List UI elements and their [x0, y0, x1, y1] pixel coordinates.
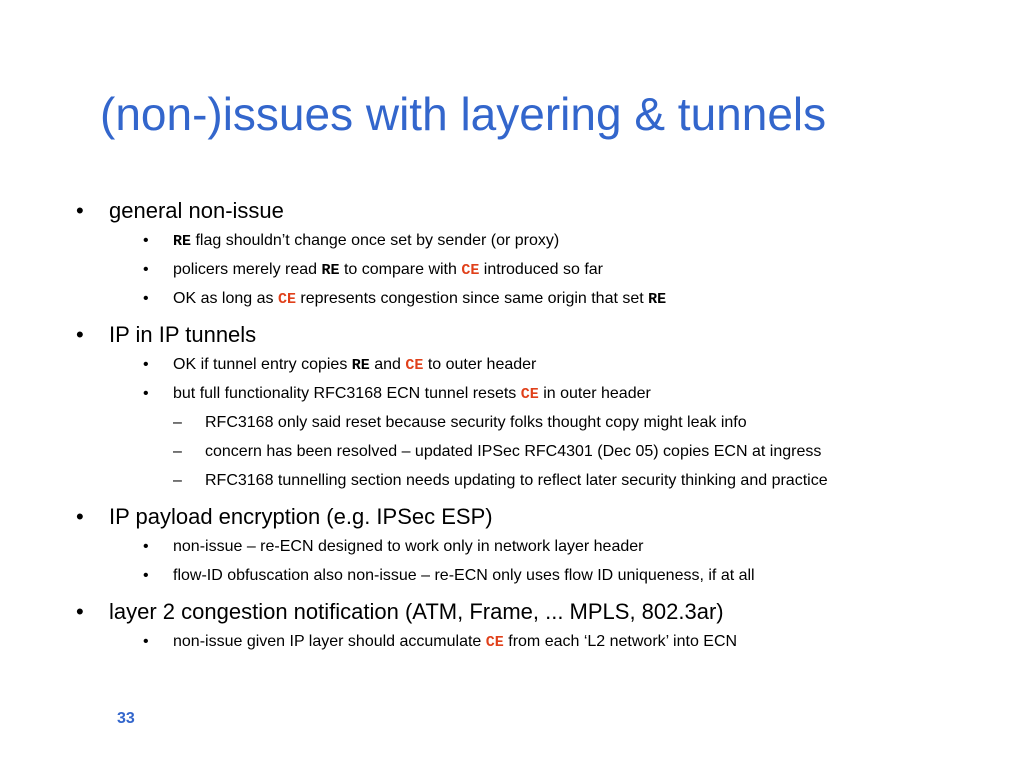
bullet-marker: • [143, 538, 149, 555]
re-code: RE [648, 291, 667, 308]
dash-marker: – [173, 443, 182, 460]
bullet-marker: • [143, 633, 149, 650]
re-code: RE [351, 357, 370, 374]
bullet-text [173, 538, 643, 556]
ce-code: CE [405, 357, 424, 374]
text-segment: flag shouldn’t change once set by sender (or proxy) [191, 232, 560, 249]
bullet-marker: • [76, 504, 84, 529]
bullet-text [173, 633, 737, 651]
text-segment: and [369, 356, 406, 373]
text-segment: flow-ID obfuscation also non-issue – re-ECN only uses flow ID uniqueness, if at all [173, 567, 755, 584]
text-segment: policers merely read [173, 261, 322, 278]
page-number: 33 [117, 710, 135, 727]
bullet-marker: • [76, 599, 84, 624]
text-segment: RFC3168 only said reset because security folks thought copy might leak info [205, 414, 747, 431]
text-segment: represents congestion since same origin that set [295, 290, 649, 307]
bullet-marker: • [143, 290, 149, 307]
re-code: RE [321, 262, 340, 279]
bullet-marker: • [143, 356, 149, 373]
text-segment: in outer header [538, 385, 651, 402]
dash-marker: – [173, 414, 182, 431]
bullet-text [173, 385, 651, 403]
ce-code: CE [520, 386, 539, 403]
slide-title: (non-)issues with layering & tunnels [100, 88, 827, 140]
text-segment: OK if tunnel entry copies [173, 356, 352, 373]
ce-code: CE [277, 291, 296, 308]
bullet-text [205, 443, 821, 461]
text-segment: layer 2 congestion notification (ATM, Frame, ... MPLS, 802.3ar) [109, 599, 724, 624]
bullet-text [173, 261, 603, 279]
text-segment: general non-issue [109, 198, 284, 223]
bullet-text [109, 504, 493, 530]
bullet-text [109, 599, 724, 625]
text-segment: to outer header [423, 356, 537, 373]
bullet-text [173, 567, 755, 585]
bullet-text [109, 198, 284, 224]
text-segment: non-issue given IP layer should accumulate [173, 633, 486, 650]
text-segment: concern has been resolved – updated IPSec RFC4301 (Dec 05) copies ECN at ingress [205, 443, 822, 460]
bullet-text [173, 290, 666, 308]
text-segment: OK as long as [173, 290, 278, 307]
text-segment: to compare with [339, 261, 462, 278]
text-segment: introduced so far [479, 261, 603, 278]
bullet-text [173, 232, 559, 250]
text-segment: RFC3168 tunnelling section needs updating to reflect later security thinking and practice [205, 472, 828, 489]
text-segment: IP in IP tunnels [109, 322, 257, 347]
bullet-marker: • [143, 385, 149, 402]
bullet-marker: • [143, 261, 149, 278]
text-segment: IP payload encryption (e.g. IPSec ESP) [109, 504, 493, 529]
text-segment: but full functionality RFC3168 ECN tunnel resets [173, 385, 521, 402]
bullet-marker: • [143, 232, 149, 249]
bullet-text [205, 472, 828, 490]
ce-code: CE [461, 262, 480, 279]
dash-marker: – [173, 472, 182, 489]
re-code: RE [173, 233, 192, 250]
bullet-marker: • [76, 198, 84, 223]
text-segment: non-issue – re-ECN designed to work only in network layer header [173, 538, 644, 555]
bullet-text [173, 356, 536, 374]
bullet-marker: • [76, 322, 84, 347]
ce-code: CE [485, 634, 504, 651]
text-segment: from each ‘L2 network’ into ECN [503, 633, 738, 650]
bullet-text [205, 414, 747, 432]
bullet-marker: • [143, 567, 149, 584]
bullet-text [109, 322, 256, 348]
